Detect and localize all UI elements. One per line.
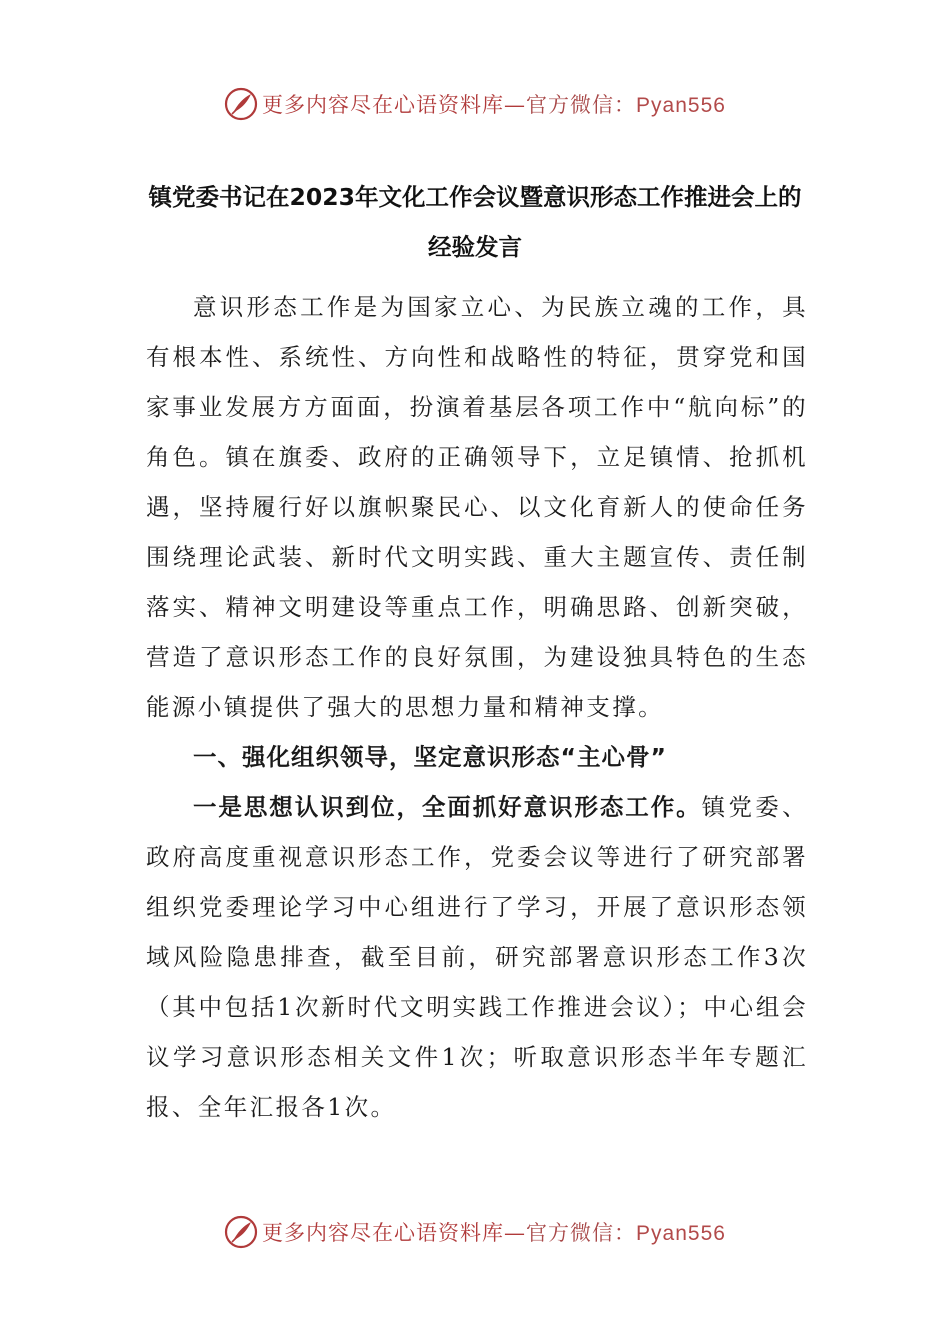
banner-wechat-id: Pyan556 [636,94,726,117]
banner-wechat-id: Pyan556 [636,1222,726,1245]
banner-slogan: 更多内容尽在心语资料库— [262,93,527,117]
point-lead: 一是思想认识到位，全面抓好意识形态工作。 [193,793,702,821]
section-heading: 一、强化组织领导，坚定意识形态“主心骨” [193,743,667,771]
document-body [146,282,808,1132]
document-title: 镇党委书记在2023年文化工作会议暨意识形态工作推进会上的经验发言 [148,183,802,261]
footer-banner [0,1212,950,1252]
banner-wechat-label: 官方微信： [526,1221,637,1245]
point-paragraph [146,782,808,1132]
banner-text [262,1217,726,1247]
feather-pen-logo-icon [224,87,258,121]
banner-wechat-label: 官方微信： [526,93,637,117]
feather-pen-logo-icon [224,1215,258,1249]
intro-paragraph: 意识形态工作是为国家立心、为民族立魂的工作，具有根本性、系统性、方向性和战略性的特征，贯穿党和国家事业发展方方面面，扮演着基层各项工作中“航向标”的角色。镇在旗委、政府的正确领导下，立足镇情、抢抓机遇，坚持履行好以旗帜聚民心、以文化育新人的使命任务围绕理论武装、新时代文明实践、重大主题宣传、责任制落实、精神文明建设等重点工作，明确思路、创新突破，营造了意识形态工作的良好氛围，为建设独具特色的生态能源小镇提供了强大的思想力量和精神支撑。 [146,293,808,721]
header-banner [0,84,950,124]
point-body: 镇党委、政府高度重视意识形态工作，党委会议等进行了研究部署组织党委理论学习中心组进行了学习，开展了意识形态领域风险隐患排查，截至目前，研究部署意识形态工作3次（其中包括1次新时代文明实践工作推进会议）；中心组会议学习意识形态相关文件1次；听取意识形态半年专题汇报、全年汇报各1次。 [146,793,808,1121]
banner-text [262,89,726,119]
banner-slogan: 更多内容尽在心语资料库— [262,1221,527,1245]
